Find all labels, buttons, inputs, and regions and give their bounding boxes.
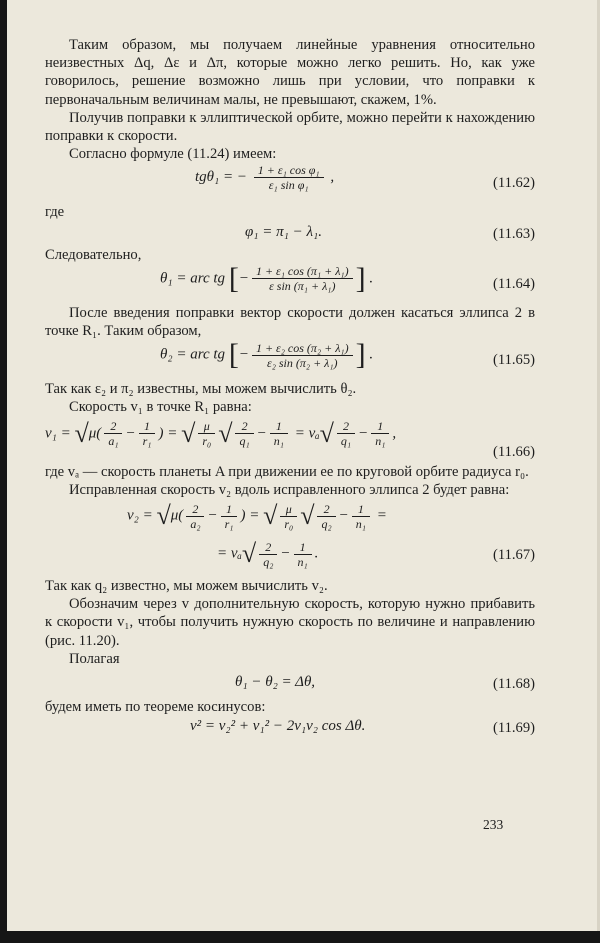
paragraph-2: Получив поправки к эллиптической орбите, можно перейти к нахождению поправки к скорости. (45, 109, 535, 145)
scan-edge-bottom (0, 931, 600, 943)
page-number: 233 (483, 817, 504, 832)
paragraph-1: Таким образом, мы получаем линейные уравнения относительно неизвестных Δq, Δε и Δπ, которые можно легко решить. Но, как уже говорилось, решение возможно лишь при условии, что поправки к первоначальным величинам малы, не превышают, скажем, 1%. (45, 37, 535, 108)
eq62-numerator: 1 + ε₁ cos φ₁ (254, 163, 324, 178)
eq62-tail: , (330, 169, 335, 186)
equation-11-68 (45, 668, 535, 698)
eq67-label: (11.67) (492, 547, 535, 564)
eq69-label: (11.69) (492, 720, 535, 737)
paragraph-8: Скорость v₁ в точке R₁ равна: (69, 399, 252, 416)
paragraph-11: Так как q₂ известно, мы можем вычислить v₂. (45, 578, 328, 595)
paragraph-7: Так как ε₂ и π₂ известны, мы можем вычислить θ₂. (45, 381, 357, 398)
paragraph-12: Обозначим через v дополнительную скорость, которую нужно прибавить к скорости v₁, чтобы получить нужную скорость по величине и направлению (рис. 11.20). (45, 596, 535, 649)
paragraph-5: Следовательно, (45, 246, 142, 263)
equation-11-62 (45, 163, 535, 203)
equation-11-66: v₁ = √μ( $\frac{2}{\text{a₁}}$ − $\frac{1}{\text{r₁}}$ ) = √ $\frac{\mu}{\text{r₀}}$ √ $\frac{2}{\text{q₁}}$ − $\frac{1}{\text{n₁}}$ = vₐ√ $\frac{2}{\text{q₁}}$ − $\frac{1}{\text{n₁}}$ , (11.66) (45, 418, 535, 460)
eq65-lhs: θ₂ = arc tg (160, 346, 226, 363)
paragraph-4: где (45, 204, 65, 221)
eq68-body: θ₁ − θ₂ = Δθ, (235, 674, 316, 691)
eq69-body: v² = v₂² + v₁² − 2v₁v₂ cos Δθ. (190, 718, 366, 735)
equation-11-67: v₂ = √μ( $\frac{2}{\text{a₂}}$ − $\frac{1}{\text{r₁}}$ ) = √ $\frac{\mu}{\text{r₀}}$ √ $\frac{2}{\text{q₂}}$ − $\frac{1}{\text{n₁}}$ = = vₐ√ $\frac{2}{\text{q₂}}$ − $\frac{1}{\text{n₁}}$ . (11.67) (127, 501, 535, 569)
equation-11-69 (45, 716, 535, 740)
eq64-lhs: θ₁ = arc tg (160, 270, 226, 287)
equation-11-63 (45, 222, 535, 246)
eq63-label: (11.63) (492, 225, 535, 242)
eq63-body: φ₁ = π₁ − λ₁. (245, 223, 322, 240)
eq65-label: (11.65) (492, 352, 535, 369)
scan-edge-left (0, 0, 7, 943)
paragraph-6: После введения поправки вектор скорости должен касаться эллипса 2 в точке R₁. Таким образом, (45, 304, 535, 340)
paragraph-3: Согласно формуле (11.24) имеем: (69, 146, 277, 163)
equation-11-65: θ₂ = arc tg [− $\frac{\text{1 + ε₂ cos (π₂ + λ₁)}}{\text{ε₂ sin (π₂ + λ₁)}}$ ] . (11.65) (160, 338, 535, 372)
eq62-label: (11.62) (492, 175, 535, 192)
eq66-label: (11.66) (492, 443, 535, 460)
paragraph-10: Исправленная скорость v₂ вдоль исправленного эллипса 2 будет равна: (69, 481, 510, 498)
paragraph-13: Полагая (69, 650, 120, 667)
eq64-label: (11.64) (492, 275, 535, 292)
eq64-tail: . (369, 270, 374, 287)
page-body (45, 36, 535, 740)
eq65-denominator: ε₂ sin (π₂ + λ₁) (266, 355, 338, 370)
eq65-numerator: 1 + ε₂ cos (π₂ + λ₁) (252, 341, 353, 356)
paragraph-9: где vₐ — скорость планеты A при движении ее по круговой орбите радиуса r₀. (45, 463, 529, 480)
paragraph-14: будем иметь по теореме косинусов: (45, 699, 266, 716)
eq62-denominator: ε₁ sin φ₁ (268, 178, 309, 193)
equation-11-64: θ₁ = arc tg [− $\frac{\text{1 + ε₁ cos (π₁ + λ₁)}}{\text{ε sin (π₁ + λ₁)}}$ ] . (11.64) (160, 261, 535, 295)
eq68-label: (11.68) (492, 676, 535, 693)
eq64-denominator: ε sin (π₁ + λ₁) (269, 279, 336, 294)
eq65-tail: . (369, 346, 374, 363)
eq62-lhs: tgθ₁ = − (195, 169, 247, 186)
eq64-numerator: 1 + ε₁ cos (π₁ + λ₁) (252, 264, 353, 279)
